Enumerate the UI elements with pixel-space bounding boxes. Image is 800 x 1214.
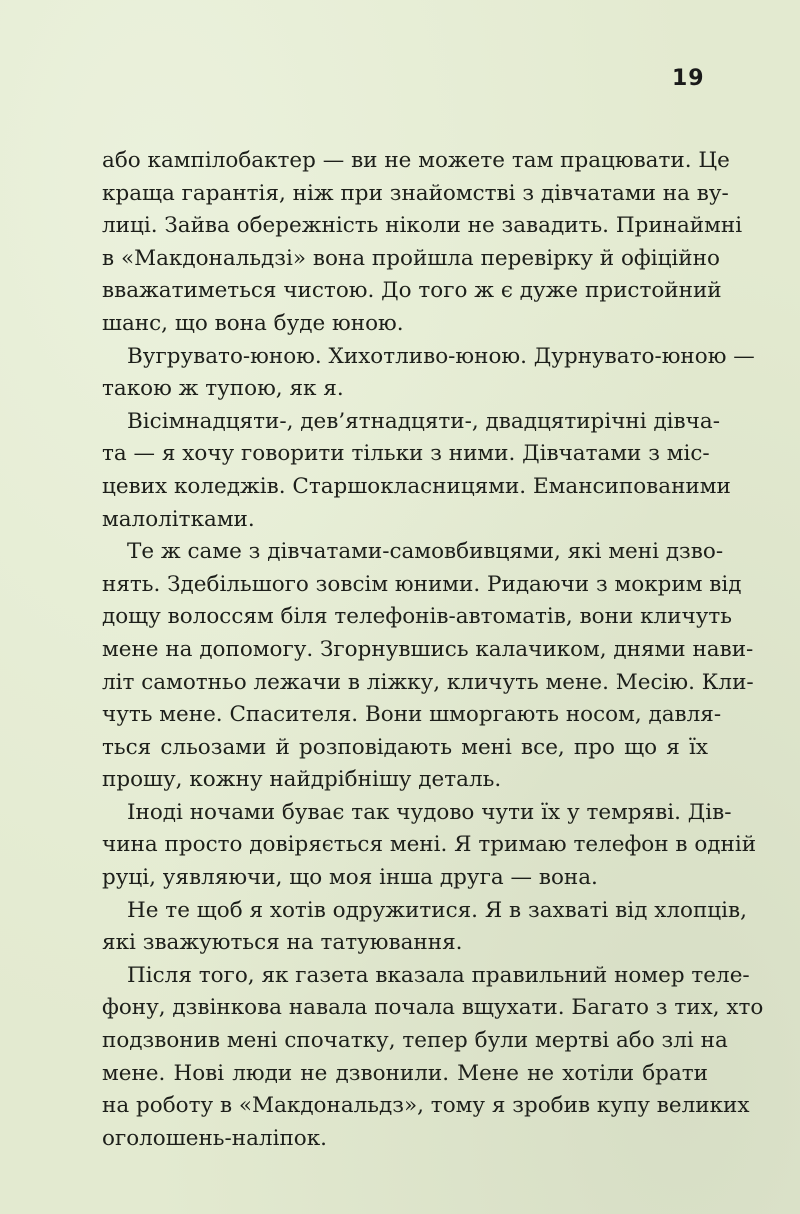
text-line: літ самотньо лежачи в ліжку, кличуть мене. Месію. Кли- xyxy=(102,669,754,695)
text-line: Вугрувато-юною. Хихотливо-юною. Дурнувато-юною — xyxy=(127,343,755,369)
text-line: чуть мене. Спасителя. Вони шморгають носом, давля- xyxy=(102,702,722,728)
text-line: або кампілобактер — ви не можете там працювати. Це xyxy=(102,148,730,173)
text-line: та — я хочу говорити тільки з ними. Дівчатами з міс- xyxy=(102,441,710,467)
text-line: шанс, що вона буде юною. xyxy=(102,310,404,336)
text-line: краща гарантія, ніж при знайомстві з дівчатами на ву- xyxy=(102,180,729,206)
paragraph xyxy=(102,536,754,797)
text-line: цевих коледжів. Старшокласницями. Емансипованими xyxy=(102,473,731,499)
paragraph xyxy=(102,960,764,1156)
text-line: подзвонив мені спочатку, тепер були мертві або злі на xyxy=(102,1028,728,1054)
text-line: Вісімнадцяти-, дев’ятнадцяти-, двадцятирічні дівча- xyxy=(127,408,720,434)
text-line: в «Макдональдзі» вона пройшла перевірку й офіційно xyxy=(102,245,720,271)
text-line: Іноді ночами буває так чудово чути їх у темряві. Дів- xyxy=(127,799,732,825)
text-line: вважатиметься чистою. До того ж є дуже пристойний xyxy=(102,278,722,304)
text-line: малолітками. xyxy=(102,506,255,532)
text-line: руці, уявляючи, що моя інша друга — вона. xyxy=(102,865,598,891)
text-line: на роботу в «Макдональдз», тому я зробив купу великих xyxy=(102,1093,750,1119)
text-line: мене. Нові люди не дзвонили. Мене не хотіли брати xyxy=(102,1060,708,1086)
text-line: Те ж саме з дівчатами-самовбивцями, які мені дзво- xyxy=(127,539,724,565)
text-line: чина просто довіряється мені. Я тримаю телефон в одній xyxy=(102,832,757,858)
text-line: ться сльозами й розповідають мені все, про що я їх xyxy=(102,734,708,760)
text-line: які зважуються на татуювання. xyxy=(102,930,463,956)
paragraph xyxy=(102,145,743,341)
body-text xyxy=(102,145,764,1155)
text-line: мене на допомогу. Згорнувшись калачиком, днями нави- xyxy=(102,636,754,662)
paragraph xyxy=(102,797,757,895)
text-line: Після того, як газета вказала правильний номер теле- xyxy=(127,962,750,988)
text-line: прошу, кожну найдрібнішу деталь. xyxy=(102,767,502,793)
text-line: оголошень-наліпок. xyxy=(102,1125,327,1151)
paragraph xyxy=(102,895,747,960)
text-line: дощу волоссям біля телефонів-автоматів, вони кличуть xyxy=(102,604,733,630)
page-number: 19 xyxy=(672,66,705,91)
text-line: нять. Здебільшого зовсім юними. Ридаючи з мокрим від xyxy=(102,571,742,597)
text-line: лиці. Зайва обережність ніколи не завадить. Принаймні xyxy=(102,213,743,239)
text-line: такою ж тупою, як я. xyxy=(102,376,344,402)
paragraph xyxy=(102,406,731,536)
paragraph xyxy=(102,341,755,406)
text-line: фону, дзвінкова навала почала вщухати. Багато з тих, хто xyxy=(102,995,764,1021)
text-line: Не те щоб я хотів одружитися. Я в захваті від хлопців, xyxy=(127,897,747,923)
